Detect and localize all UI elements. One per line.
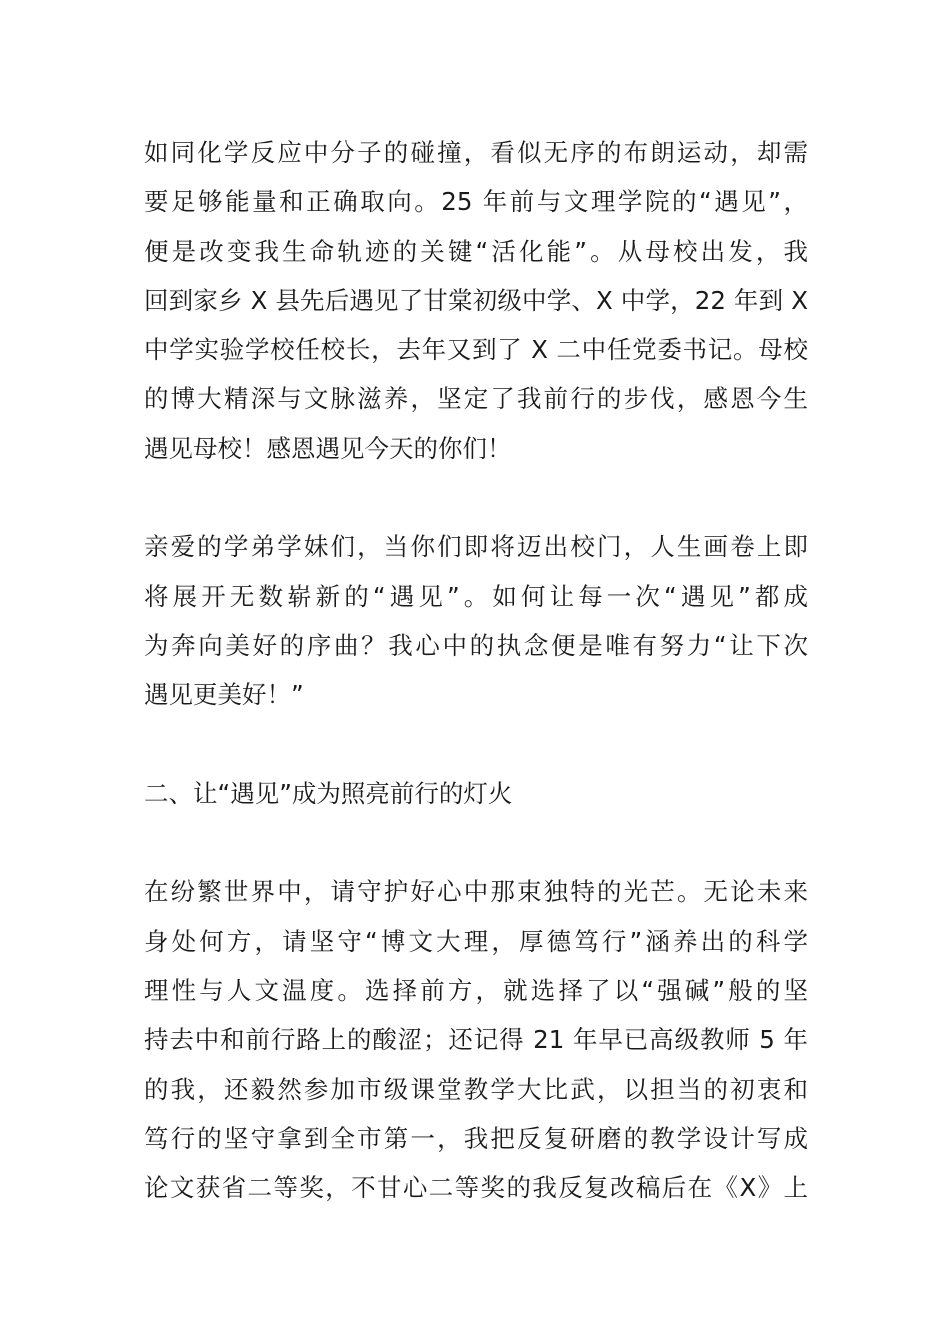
text-line: 中学实验学校任校长，去年又到了 X 二中任党委书记。母校 [144,335,808,365]
text-line: 便是改变我生命轨迹的关键“活化能”。从母校出发，我 [144,236,808,266]
text-line: 回到家乡 X 县先后遇见了甘棠初级中学、X 中学，22 年到 X [144,285,808,315]
text-line: 的博大精深与文脉滋养，坚定了我前行的步伐，感恩今生 [144,384,808,414]
document-body [144,128,808,1262]
paragraph-3 [144,867,808,1212]
text-line: 将展开无数崭新的“遇见”。如何让每一次“遇见”都成 [144,581,808,611]
text-line: 笃行的坚守拿到全市第一，我把反复研磨的教学设计写成 [144,1123,808,1153]
text-line: 的我，还毅然参加市级课堂教学大比武，以担当的初衷和 [144,1074,808,1104]
text-line: 要足够能量和正确取向。25 年前与文理学院的“遇见”， [144,187,808,217]
section-heading-text: 二、让“遇见”成为照亮前行的灯火 [144,778,513,808]
section-heading [144,769,808,818]
text-line: 遇见更美好！” [144,680,304,710]
text-line: 为奔向美好的序曲？我心中的执念便是唯有努力“让下次 [144,630,808,660]
paragraph-2 [144,522,808,719]
text-line: 亲爱的学弟学妹们，当你们即将迈出校门，人生画卷上即 [144,532,808,562]
text-line: 理性与人文温度。选择前方，就选择了以“强碱”般的坚 [144,976,808,1006]
text-line: 在纷繁世界中，请守护好心中那束独特的光芒。无论未来 [144,877,808,907]
text-line: 遇见母校！感恩遇见今天的你们！ [144,433,512,463]
text-line: 论文获省二等奖，不甘心二等奖的我反复改稿后在《X》上 [144,1173,808,1203]
paragraph-1 [144,128,808,473]
text-line: 如同化学反应中分子的碰撞，看似无序的布朗运动，却需 [144,138,808,167]
text-line: 身处何方，请坚守“博文大理，厚德笃行”涵养出的科学 [144,926,808,956]
text-line: 持去中和前行路上的酸涩；还记得 21 年早已高级教师 5 年 [144,1025,808,1055]
